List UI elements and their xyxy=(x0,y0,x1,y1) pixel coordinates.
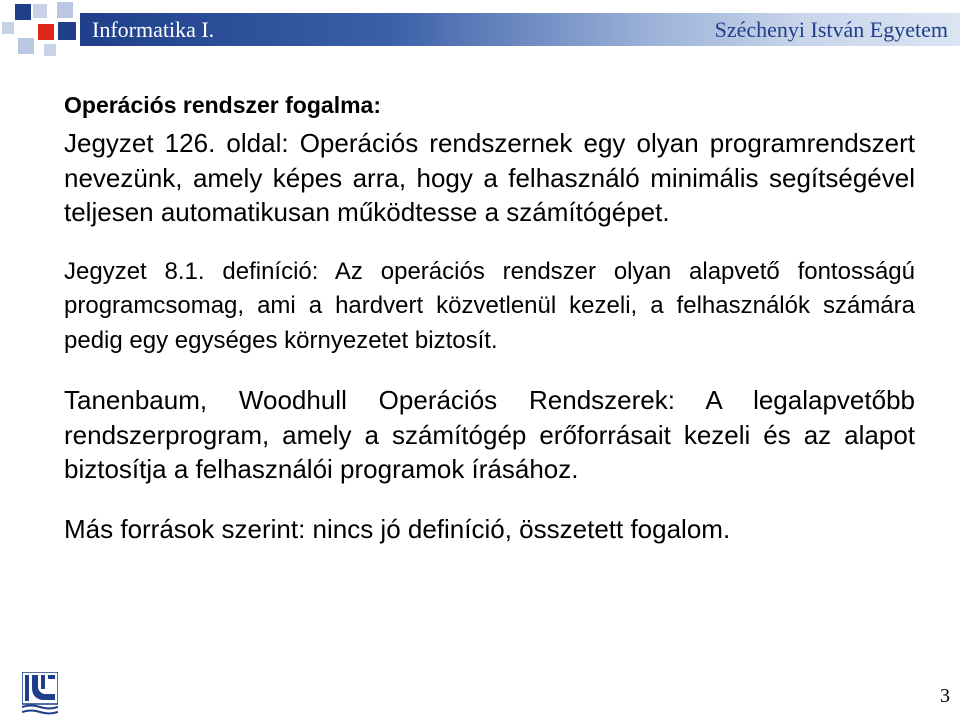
definition-paragraph-1: Jegyzet 126. oldal: Operációs rendszernek egy olyan programrendszert nevezünk, amely képes arra, hogy a felhasználó minimális segítségével teljesen automatikusan működtesse a számítógépet. xyxy=(64,128,915,227)
slide-title: Operációs rendszer fogalma: xyxy=(64,92,381,118)
page-number: 3 xyxy=(940,685,950,707)
slide-content xyxy=(64,88,915,546)
header-squares-logo-icon xyxy=(0,0,80,58)
definition-paragraph-4: Más források szerint: nincs jó definíció, összetett fogalom. xyxy=(64,513,731,544)
course-title: Informatika I. xyxy=(92,17,215,42)
slide-header xyxy=(0,0,960,58)
university-logo-icon xyxy=(22,672,58,716)
definition-paragraph-2: Jegyzet 8.1. definíció: Az operációs rendszer olyan alapvető fontosságú programcsomag, ami a hardvert közvetlenül kezeli, a felhasználók számára pedig egy egységes környezetet biztosít. xyxy=(64,257,915,354)
definition-paragraph-3: Tanenbaum, Woodhull Operációs Rendszerek: A legalapvetőbb rendszerprogram, amely a számítógép erőforrásait kezeli és az alapot biztosítja a felhasználói programok írásához. xyxy=(64,385,915,484)
university-name: Széchenyi István Egyetem xyxy=(714,17,948,42)
